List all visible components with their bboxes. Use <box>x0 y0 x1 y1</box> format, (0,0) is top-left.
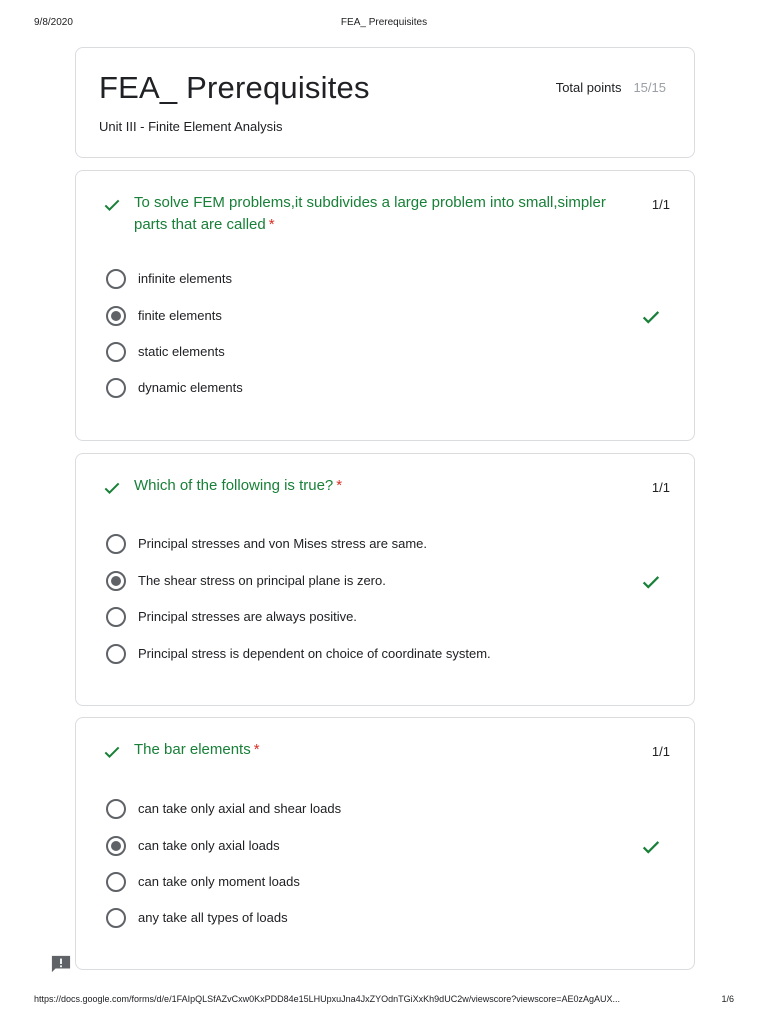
radio-button[interactable] <box>106 607 126 627</box>
option-row[interactable] <box>106 268 666 290</box>
option-label: Principal stress is dependent on choice of coordinate system. <box>138 646 491 661</box>
form-title: FEA_ Prerequisites <box>99 70 370 105</box>
form-description: Unit III - Finite Element Analysis <box>99 119 283 134</box>
question-score: 1/1 <box>651 744 670 759</box>
radio-button[interactable] <box>106 269 126 289</box>
print-title: FEA_ Prerequisites <box>340 17 428 28</box>
total-points-value: 15/15 <box>633 80 666 95</box>
option-label: finite elements <box>138 308 222 323</box>
option-label: static elements <box>138 344 225 359</box>
option-row[interactable] <box>106 643 666 665</box>
correct-check-icon <box>640 571 662 593</box>
option-row[interactable] <box>106 871 666 893</box>
correct-check-icon <box>640 306 662 328</box>
option-label: Principal stresses are always positive. <box>138 609 357 624</box>
option-label: infinite elements <box>138 271 232 286</box>
print-url: https://docs.google.com/forms/d/e/1FAIpQLSfAZvCxw0KxPDD84e15LHUpxuJna4JxZYOdnTGiXxKh9dUC2w/viewscore?viewscore=AE0zAgAUX... <box>34 994 621 1004</box>
correct-check-icon <box>640 836 662 858</box>
total-points <box>556 80 666 95</box>
radio-button[interactable] <box>106 342 126 362</box>
option-row[interactable] <box>106 907 666 929</box>
option-row[interactable] <box>106 606 666 628</box>
page-number: 1/6 <box>721 994 734 1004</box>
check-icon <box>102 195 122 215</box>
option-row[interactable] <box>106 305 666 327</box>
question-text: Which of the following is true? * <box>134 477 343 494</box>
form-header-card <box>75 47 695 158</box>
required-asterisk: * <box>253 741 260 758</box>
option-row[interactable] <box>106 341 666 363</box>
question-text: The bar elements * <box>134 741 260 758</box>
print-date: 9/8/2020 <box>34 17 73 28</box>
question-card-2 <box>75 453 695 706</box>
radio-button[interactable] <box>106 908 126 928</box>
option-label: dynamic elements <box>138 380 243 395</box>
required-asterisk: * <box>268 216 275 233</box>
question-score: 1/1 <box>651 480 670 495</box>
check-icon <box>102 742 122 762</box>
check-icon <box>102 478 122 498</box>
radio-button-selected[interactable] <box>106 306 126 326</box>
option-label: can take only axial and shear loads <box>138 801 342 816</box>
option-label: Principal stresses and von Mises stress are same. <box>138 536 427 551</box>
question-score: 1/1 <box>651 197 670 212</box>
option-label: The shear stress on principal plane is zero. <box>138 573 386 588</box>
question-card-1 <box>75 170 695 441</box>
total-points-label: Total points <box>555 80 622 95</box>
print-footer <box>0 994 768 1008</box>
option-row[interactable] <box>106 570 666 592</box>
option-row[interactable] <box>106 377 666 399</box>
question-card-3 <box>75 717 695 970</box>
radio-button-selected[interactable] <box>106 836 126 856</box>
radio-button[interactable] <box>106 644 126 664</box>
required-asterisk: * <box>336 477 343 494</box>
radio-button[interactable] <box>106 872 126 892</box>
option-label: any take all types of loads <box>138 910 288 925</box>
option-row[interactable] <box>106 798 666 820</box>
feedback-icon[interactable] <box>50 954 72 974</box>
option-row[interactable] <box>106 835 666 857</box>
option-label: can take only moment loads <box>138 874 300 889</box>
question-text: To solve FEM problems,it subdivides a large problem into small,simpler parts that are called * <box>134 194 606 233</box>
radio-button[interactable] <box>106 799 126 819</box>
radio-button-selected[interactable] <box>106 571 126 591</box>
radio-button[interactable] <box>106 378 126 398</box>
print-header <box>0 17 768 31</box>
radio-button[interactable] <box>106 534 126 554</box>
option-label: can take only axial loads <box>138 838 280 853</box>
option-row[interactable] <box>106 533 666 555</box>
